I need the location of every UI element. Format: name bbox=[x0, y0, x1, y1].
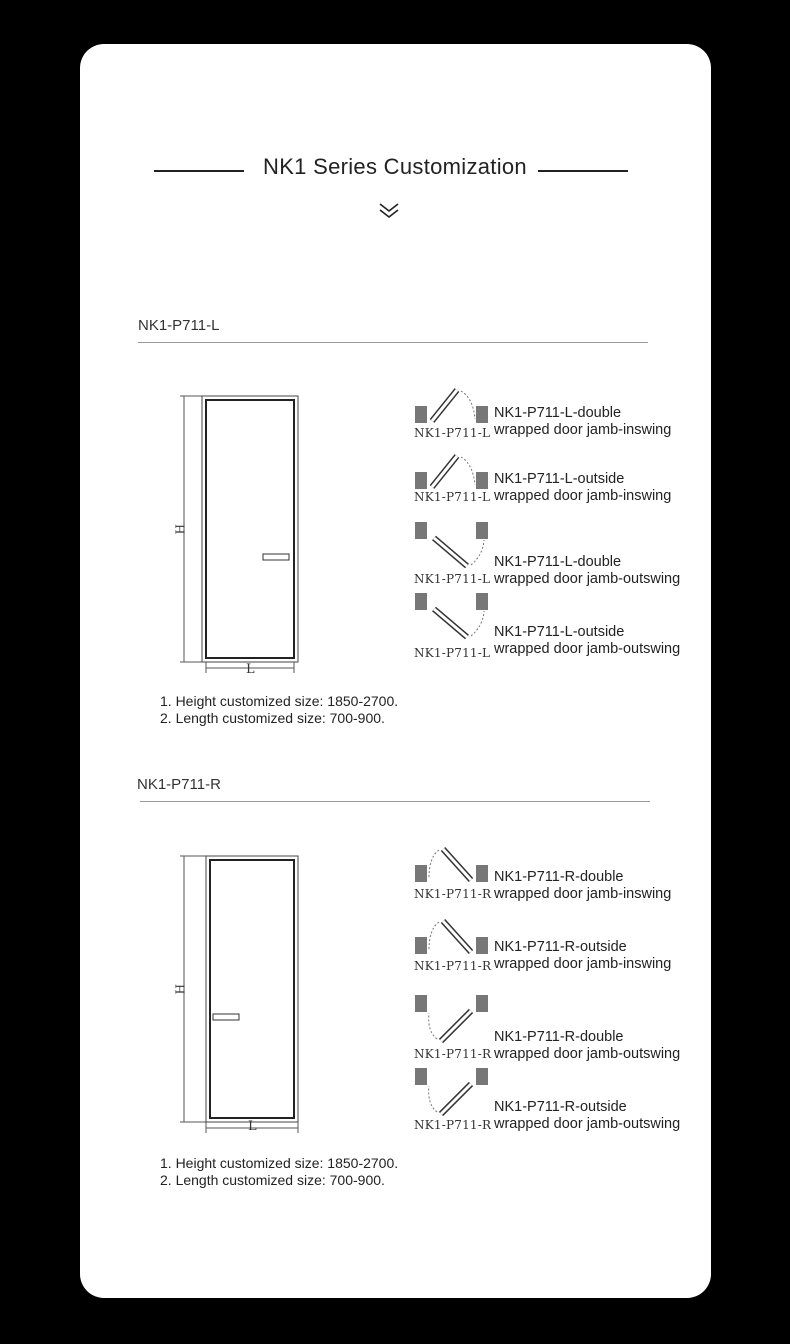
swing-diagram-outside-outswing bbox=[413, 1066, 493, 1118]
option-label-line2: wrapped door jamb-outswing bbox=[494, 641, 681, 657]
option-label-line1: NK1-P711-R-double bbox=[494, 869, 624, 885]
option-label-line1: NK1-P711-L-double bbox=[494, 405, 622, 421]
length-dim-label: L bbox=[246, 662, 255, 677]
swing-diagram-outside-outswing bbox=[413, 591, 493, 643]
swing-diagram-double-inswing bbox=[413, 386, 493, 426]
option-label-line2: wrapped door jamb-inswing bbox=[494, 488, 672, 504]
option-code: NK1-P711-L bbox=[414, 426, 491, 440]
door-elevation-drawing bbox=[170, 390, 310, 685]
size-note bbox=[160, 1155, 398, 1189]
option-label bbox=[494, 471, 671, 505]
section-title: NK1-P711-L bbox=[138, 317, 220, 334]
option-label bbox=[494, 939, 671, 973]
option-label-line1: NK1-P711-R-outside bbox=[494, 1099, 627, 1115]
option-label-line1: NK1-P711-R-double bbox=[494, 1029, 624, 1045]
option-code: NK1-P711-L bbox=[414, 572, 491, 586]
swing-diagram-double-outswing bbox=[413, 993, 493, 1045]
section-title: NK1-P711-R bbox=[137, 776, 221, 793]
option-label-line1: NK1-P711-L-double bbox=[494, 554, 622, 570]
length-dim-label: L bbox=[248, 1119, 257, 1134]
size-note-length: 2. Length customized size: 700-900. bbox=[160, 1172, 385, 1188]
option-label-line1: NK1-P711-R-outside bbox=[494, 939, 627, 955]
option-label bbox=[494, 869, 671, 903]
option-label bbox=[494, 1029, 680, 1063]
size-note-height: 1. Height customized size: 1850-2700. bbox=[160, 693, 399, 709]
option-code: NK1-P711-L bbox=[414, 490, 491, 504]
option-label bbox=[494, 405, 671, 439]
option-label bbox=[494, 624, 680, 658]
swing-diagram-outside-inswing bbox=[413, 452, 493, 492]
option-label bbox=[494, 554, 680, 588]
option-label-line1: NK1-P711-L-outside bbox=[494, 471, 625, 487]
size-note-height: 1. Height customized size: 1850-2700. bbox=[160, 1155, 399, 1171]
option-code: NK1-P711-R bbox=[414, 887, 492, 901]
option-label-line2: wrapped door jamb-outswing bbox=[494, 1046, 681, 1062]
double-chevron-down-icon bbox=[378, 201, 400, 221]
height-dim-label: H bbox=[173, 523, 188, 535]
option-label-line2: wrapped door jamb-inswing bbox=[494, 886, 672, 902]
swing-diagram-outside-inswing bbox=[413, 917, 493, 957]
swing-diagram-double-outswing bbox=[413, 520, 493, 572]
option-label-line2: wrapped door jamb-inswing bbox=[494, 956, 672, 972]
option-code: NK1-P711-R bbox=[414, 959, 492, 973]
height-dim-label: H bbox=[173, 983, 188, 995]
section-rule bbox=[140, 801, 650, 802]
option-label-line2: wrapped door jamb-outswing bbox=[494, 571, 681, 587]
option-label-line2: wrapped door jamb-inswing bbox=[494, 422, 672, 438]
option-code: NK1-P711-R bbox=[414, 1118, 492, 1132]
option-code: NK1-P711-R bbox=[414, 1047, 492, 1061]
option-code: NK1-P711-L bbox=[414, 646, 491, 660]
size-note-length: 2. Length customized size: 700-900. bbox=[160, 710, 385, 726]
option-label bbox=[494, 1099, 680, 1133]
size-note bbox=[160, 693, 398, 727]
section-rule bbox=[138, 342, 648, 343]
swing-diagram-double-inswing bbox=[413, 845, 493, 885]
page-title: NK1 Series Customization bbox=[263, 154, 527, 179]
door-elevation-drawing bbox=[170, 850, 310, 1145]
option-label-line2: wrapped door jamb-outswing bbox=[494, 1116, 681, 1132]
option-label-line1: NK1-P711-L-outside bbox=[494, 624, 625, 640]
